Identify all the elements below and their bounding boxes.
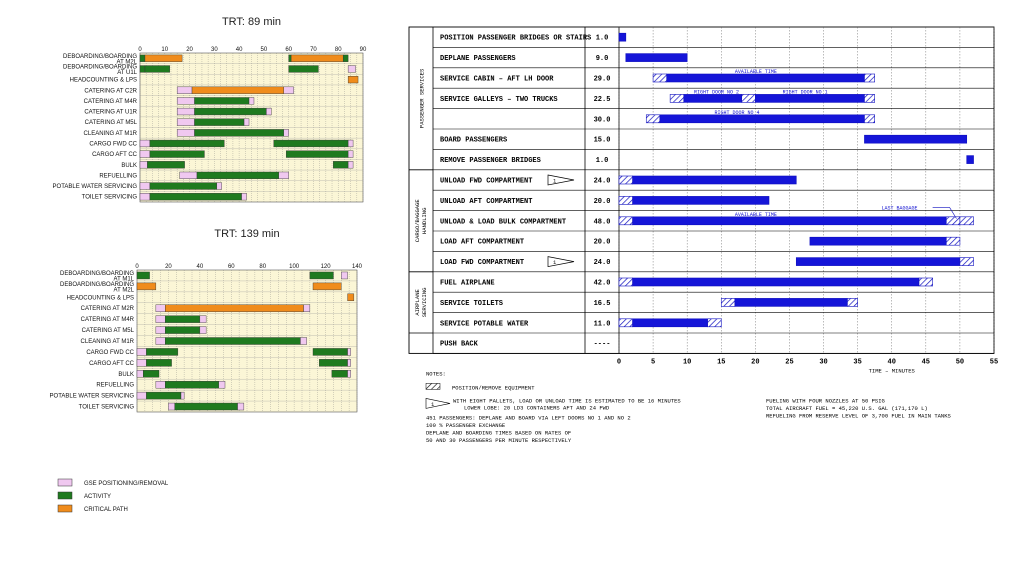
- task-bar: [150, 193, 242, 200]
- duration-value: 24.0: [593, 177, 611, 186]
- task-label: CLEANING AT M1R: [80, 339, 134, 345]
- task-label: AT U1L: [117, 69, 137, 76]
- task-label: CATERING AT M5L: [84, 120, 137, 127]
- x-tick-label: 140: [351, 264, 363, 270]
- task-bar: [195, 108, 267, 115]
- task-bar: [200, 316, 206, 323]
- legend-label: CRITICAL PATH: [84, 507, 128, 513]
- task-bar: [156, 381, 165, 388]
- task-bar: [348, 76, 358, 83]
- task-bar: [150, 183, 217, 190]
- x-tick-label: 5: [650, 358, 656, 367]
- x-tick-label: 120: [320, 264, 331, 270]
- task-bar: [197, 172, 279, 179]
- x-tick-label: 0: [616, 358, 622, 367]
- activity-bar: [633, 176, 797, 184]
- x-tick-label: 50: [260, 47, 268, 53]
- task-bar: [195, 97, 250, 104]
- task-bar: [140, 151, 150, 158]
- annotation: RIGHT DOOR NO 2: [694, 89, 740, 96]
- notes-title: NOTES:: [426, 370, 446, 378]
- x-tick-label: 0: [135, 264, 139, 270]
- task-bar: [175, 403, 238, 410]
- activity-bar: [864, 115, 874, 123]
- duration-value: 16.5: [593, 299, 611, 308]
- legend-swatch: [58, 505, 72, 512]
- note-text: REFUELING FROM RESERVE LEVEL OF 3,700 FUEL IN MAIN TANKS: [766, 412, 951, 420]
- task-label: SERVICE GALLEYS – TWO TRUCKS: [440, 95, 558, 104]
- activity-bar: [633, 217, 947, 225]
- activity-bar: [619, 33, 626, 41]
- task-label: REFUELLING: [96, 382, 134, 389]
- duration-value: 24.0: [593, 259, 611, 268]
- task-label: CATERING AT U1R: [84, 109, 137, 116]
- task-bar: [313, 283, 341, 290]
- note-flag-number: 1: [431, 400, 435, 408]
- task-bar: [140, 183, 150, 190]
- task-label: AT M2L: [116, 59, 137, 66]
- activity-bar: [735, 298, 848, 306]
- task-label: POSITION PASSENGER BRIDGES OR STAIRS: [440, 34, 592, 43]
- x-tick-label: 90: [359, 47, 367, 53]
- task-bar: [284, 129, 289, 136]
- task-label: BULK: [118, 371, 134, 378]
- task-bar: [165, 381, 218, 388]
- task-bar: [310, 272, 334, 279]
- note-flag-number: 1: [553, 177, 557, 185]
- task-bar: [137, 370, 143, 377]
- task-bar: [192, 87, 284, 94]
- task-bar: [177, 87, 192, 94]
- task-bar: [146, 348, 177, 355]
- annotation: RIGHT DOOR NO 4: [714, 109, 760, 116]
- task-bar: [279, 172, 289, 179]
- task-bar: [177, 108, 194, 115]
- task-bar: [140, 140, 150, 147]
- activity-bar: [626, 54, 687, 62]
- activity-bar: [619, 196, 633, 204]
- activity-bar: [742, 94, 756, 102]
- group-label: [419, 68, 426, 128]
- note-text: DEPLANE AND BOARDING TIMES BASED ON RATES OF: [426, 429, 572, 437]
- activity-bar: [684, 94, 742, 102]
- note-text: 50 AND 30 PASSENGERS PER MINUTE RESPECTIVELY: [426, 436, 572, 444]
- legend: [58, 479, 169, 513]
- task-bar: [219, 381, 225, 388]
- group-label-text: PASSENGER SERVICES: [418, 68, 426, 129]
- activity-bar: [864, 135, 966, 143]
- task-label: DEBOARDING/BOARDING: [59, 281, 134, 288]
- task-bar: [304, 305, 310, 312]
- task-bar: [289, 66, 319, 73]
- annotation: RIGHT DOOR NO 1: [782, 89, 828, 96]
- x-tick-label: 40: [887, 358, 896, 367]
- activity-bar: [619, 217, 633, 225]
- task-label: HEADCOUNTING & LPS: [69, 77, 137, 84]
- activity-bar: [919, 278, 933, 286]
- note-flag-icon: [548, 257, 574, 267]
- activity-bar: [646, 115, 660, 123]
- x-tick-label: 100: [289, 264, 300, 270]
- task-bar: [156, 305, 165, 312]
- activity-bar: [670, 94, 684, 102]
- task-bar: [348, 140, 353, 147]
- x-tick-label: 50: [955, 358, 965, 367]
- task-label: UNLOAD AFT COMPARTMENT: [440, 197, 533, 206]
- duration-value: 9.0: [595, 55, 609, 64]
- legend-swatch: [58, 479, 72, 486]
- task-bar: [146, 392, 181, 399]
- task-label: DEPLANE PASSENGERS: [440, 55, 516, 64]
- task-bar: [348, 151, 353, 158]
- group-label: [414, 199, 428, 243]
- group-label-text: AIRPLANE: [414, 289, 421, 316]
- activity-bar: [796, 258, 960, 266]
- duration-value: 48.0: [593, 218, 611, 227]
- task-label: SERVICE CABIN – AFT LH DOOR: [440, 75, 554, 84]
- activity-bar: [755, 94, 864, 102]
- legend-swatch: [58, 492, 72, 499]
- task-bar: [348, 370, 351, 377]
- task-bar: [177, 97, 194, 104]
- task-bar: [266, 108, 271, 115]
- duration-value: 30.0: [593, 116, 611, 125]
- activity-bar: [633, 319, 708, 327]
- task-bar: [165, 327, 200, 334]
- task-label: AT M1L: [113, 276, 134, 283]
- task-bar: [195, 119, 245, 126]
- task-label: CARGO AFT CC: [92, 152, 137, 159]
- note-flag-icon: [548, 175, 574, 185]
- task-bar: [137, 283, 156, 290]
- task-bar: [244, 119, 249, 126]
- x-tick-label: 70: [310, 47, 317, 53]
- task-bar: [195, 129, 284, 136]
- task-bar: [146, 359, 171, 366]
- task-label: DEBOARDING/BOARDING: [59, 270, 134, 277]
- x-tick-label: 55: [989, 358, 999, 367]
- x-tick-label: 80: [334, 47, 342, 53]
- activity-bar: [864, 74, 874, 82]
- x-tick-label: 10: [161, 47, 169, 53]
- task-bar: [156, 316, 165, 323]
- task-label: BULK: [121, 162, 137, 169]
- x-tick-label: 20: [751, 358, 760, 367]
- note-text: TOTAL AIRCRAFT FUEL = 45,220 U.S. GAL (171,170 L): [766, 404, 928, 412]
- activity-bar: [619, 176, 633, 184]
- task-bar: [274, 140, 348, 147]
- task-bar: [332, 370, 348, 377]
- duration-value: 1.0: [595, 157, 609, 166]
- x-axis-label: TIME – MINUTES: [868, 367, 915, 375]
- x-tick-label: 30: [819, 358, 828, 367]
- duration-value: 29.0: [593, 75, 611, 84]
- task-bar: [145, 55, 182, 62]
- turnaround-time-chart: [409, 27, 998, 444]
- task-label: DEBOARDING/BOARDING: [62, 53, 137, 60]
- activity-bar: [946, 237, 960, 245]
- x-tick-label: 60: [227, 264, 235, 270]
- task-label: BOARD PASSENGERS: [440, 136, 508, 145]
- task-bar: [291, 55, 343, 62]
- note-text: FUELING WITH FOUR NOZZLES AT 50 PSIG: [766, 397, 885, 405]
- activity-bar: [864, 94, 874, 102]
- task-label: UNLOAD & LOAD BULK COMPARTMENT: [440, 218, 567, 227]
- legend-label: ACTIVITY: [84, 494, 112, 500]
- task-label: CLEANING AT M1R: [83, 130, 137, 137]
- task-label: TOILET SERVICING: [78, 404, 134, 411]
- duration-value: 11.0: [593, 320, 611, 329]
- task-bar: [249, 97, 254, 104]
- task-bar: [343, 55, 348, 62]
- activity-bar: [633, 278, 919, 286]
- task-bar: [147, 161, 184, 168]
- group-label-text: SERVICING: [421, 287, 428, 318]
- task-label: FUEL AIRPLANE: [440, 279, 495, 288]
- x-tick-label: 0: [138, 47, 142, 53]
- activity-bar: [847, 298, 857, 306]
- x-tick-label: 80: [259, 264, 267, 270]
- task-bar: [217, 183, 222, 190]
- task-bar: [286, 151, 348, 158]
- task-label: AT M2L: [113, 287, 134, 294]
- task-bar: [137, 348, 146, 355]
- group-label-text: CARGO/BAGGAGE: [414, 199, 421, 243]
- x-tick-label: 25: [785, 358, 794, 367]
- activity-bar: [708, 319, 722, 327]
- x-tick-label: 20: [165, 264, 172, 270]
- activity-bar: [721, 298, 735, 306]
- task-label: TOILET SERVICING: [81, 194, 137, 201]
- note-text: 451 PASSENGERS: DEPLANE AND BOARD VIA LEFT DOORS NO 1 AND NO 2: [426, 414, 631, 422]
- task-bar: [168, 403, 174, 410]
- task-bar: [156, 338, 165, 345]
- task-bar: [143, 370, 159, 377]
- task-bar: [140, 193, 150, 200]
- task-label: LOAD FWD COMPARTMENT: [440, 259, 525, 268]
- task-bar: [140, 161, 147, 168]
- chart-title: TRT: 139 min: [214, 228, 280, 240]
- task-bar: [313, 348, 348, 355]
- task-bar: [300, 338, 306, 345]
- duration-value: 22.5: [593, 95, 611, 104]
- task-bar: [348, 348, 351, 355]
- task-bar: [140, 55, 145, 62]
- task-label: UNLOAD FWD COMPARTMENT: [440, 177, 533, 186]
- task-bar: [180, 172, 197, 179]
- note-flag-number: 1: [553, 259, 557, 267]
- activity-bar: [619, 278, 633, 286]
- activity-bar: [667, 74, 865, 82]
- activity-bar: [619, 319, 633, 327]
- task-bar: [165, 338, 300, 345]
- task-bar: [177, 129, 194, 136]
- activity-bar: [810, 237, 946, 245]
- task-bar: [348, 161, 353, 168]
- task-bar: [289, 55, 291, 62]
- task-bar: [156, 327, 165, 334]
- task-label: POTABLE WATER SERVICING: [52, 184, 137, 191]
- task-bar: [150, 151, 205, 158]
- duration-value: 20.0: [593, 197, 611, 206]
- x-tick-label: 60: [285, 47, 293, 53]
- task-bar: [181, 392, 184, 399]
- x-tick-label: 40: [196, 264, 204, 270]
- task-label: CATERING AT M5L: [81, 328, 134, 335]
- activity-bar: [960, 217, 974, 225]
- x-tick-label: 10: [682, 358, 692, 367]
- task-bar: [165, 305, 303, 312]
- activity-bar: [633, 196, 769, 204]
- duration-value: 1.0: [595, 34, 609, 43]
- task-bar: [177, 119, 194, 126]
- note-text: POSITION/REMOVE EQUIPMENT: [452, 384, 535, 392]
- task-bar: [242, 193, 247, 200]
- task-bar: [145, 66, 170, 73]
- duration-value: 20.0: [593, 238, 611, 247]
- task-label: POTABLE WATER SERVICING: [49, 393, 134, 400]
- x-tick-label: 15: [717, 358, 726, 367]
- task-label: SERVICE POTABLE WATER: [440, 320, 529, 329]
- duration-value: 42.0: [593, 279, 611, 288]
- hatch-swatch: [426, 383, 440, 389]
- gantt-chart-trt-139: [50, 228, 363, 412]
- task-bar: [238, 403, 244, 410]
- activity-bar: [967, 156, 974, 164]
- group-label: [414, 288, 428, 318]
- task-bar: [348, 66, 355, 73]
- activity-bar: [946, 217, 960, 225]
- task-label: HEADCOUNTING & LPS: [66, 295, 134, 302]
- task-bar: [137, 359, 146, 366]
- task-label: CARGO FWD CC: [86, 349, 134, 356]
- task-label: SERVICE TOILETS: [440, 299, 504, 308]
- note-flag-icon: [426, 398, 450, 408]
- annotation: AVAILABLE TIME: [734, 211, 777, 218]
- annotation: AVAILABLE TIME: [734, 69, 777, 75]
- x-tick-label: 35: [853, 358, 862, 367]
- group-label-text: HANDLING: [421, 207, 428, 235]
- task-label: CATERING AT M2R: [80, 306, 134, 313]
- task-bar: [140, 66, 145, 73]
- task-label: REFUELLING: [99, 173, 137, 180]
- task-bar: [150, 140, 224, 147]
- duration-value: 15.0: [593, 136, 611, 145]
- gantt-chart-trt-89: [53, 16, 367, 202]
- activity-bar: [660, 115, 865, 123]
- activity-bar: [653, 74, 667, 82]
- duration-value: ----: [593, 340, 611, 349]
- task-bar: [348, 359, 351, 366]
- task-label: CATERING AT M4R: [83, 98, 137, 105]
- task-bar: [348, 294, 354, 301]
- x-tick-label: 30: [210, 47, 218, 53]
- task-bar: [284, 87, 294, 94]
- task-bar: [200, 327, 206, 334]
- x-tick-label: 40: [235, 47, 243, 53]
- task-bar: [137, 392, 146, 399]
- task-label: REMOVE PASSENGER BRIDGES: [440, 157, 541, 166]
- note-text: LOWER LOBE: 20 LD3 CONTAINERS AFT AND 24 FWD: [464, 404, 610, 412]
- task-label: DEBOARDING/BOARDING: [62, 64, 137, 71]
- task-label: LOAD AFT COMPARTMENT: [440, 238, 525, 247]
- activity-bar: [960, 258, 974, 266]
- legend-label: GSE POSITIONING/REMOVAL: [84, 481, 169, 487]
- task-bar: [341, 272, 347, 279]
- chart-title: TRT: 89 min: [221, 16, 282, 28]
- task-label: CATERING AT C2R: [84, 88, 137, 95]
- task-label: PUSH BACK: [440, 340, 478, 349]
- x-tick-label: 45: [921, 358, 931, 367]
- task-bar: [137, 272, 150, 279]
- task-bar: [165, 316, 200, 323]
- annotation: LAST BAGGAGE: [881, 205, 918, 212]
- task-label: CARGO FWD CC: [89, 141, 137, 148]
- task-label: CARGO AFT CC: [89, 360, 134, 367]
- task-label: CATERING AT M4R: [80, 317, 134, 324]
- task-bar: [319, 359, 347, 366]
- task-bar: [333, 161, 348, 168]
- note-text: 100 % PASSENGER EXCHANGE: [426, 421, 506, 429]
- x-tick-label: 20: [186, 47, 193, 53]
- note-text: WITH EIGHT PALLETS, LOAD OR UNLOAD TIME IS ESTIMATED TO BE 16 MINUTES: [453, 397, 681, 405]
